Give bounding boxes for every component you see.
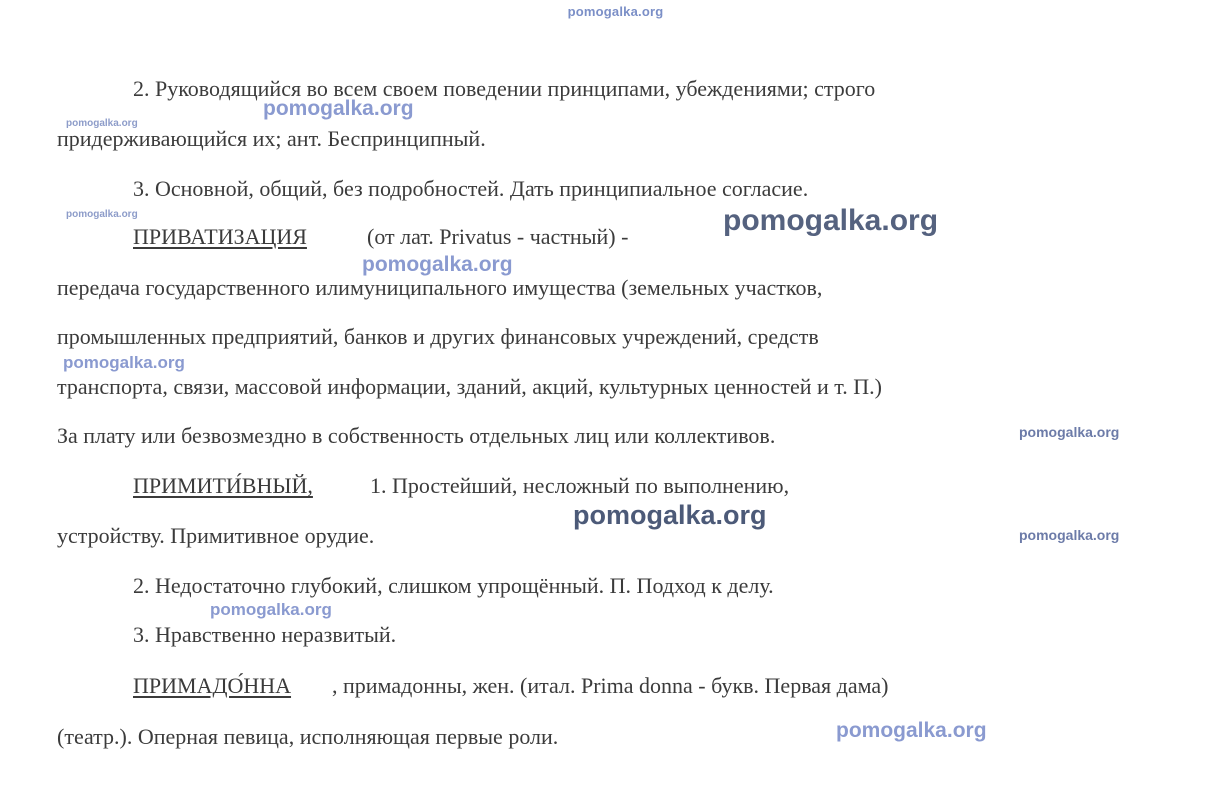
paragraph-line: 3. Нравственно неразвитый.: [133, 622, 397, 647]
paragraph-line: (театр.). Оперная певица, исполняющая первые роли.: [57, 724, 559, 749]
watermark: pomogalka.org: [66, 118, 138, 129]
paragraph-line: 2. Недостаточно глубокий, слишком упрощённый. П. Подход к делу.: [133, 573, 774, 598]
paragraph-line: 3. Основной, общий, без подробностей. Дать принципиальное согласие.: [133, 176, 809, 201]
watermark: pomogalka.org: [1019, 424, 1120, 440]
paragraph-line: транспорта, связи, массовой информации, зданий, акций, культурных ценностей и т. П.): [57, 374, 882, 399]
paragraph-line: 2. Руководящийся во всем своем поведении принципами, убеждениями; строго: [133, 76, 876, 101]
paragraph-line: передача государственного илимуниципального имущества (земельных участков,: [57, 275, 823, 300]
paragraph-line: придерживающийся их; ант. Беспринципный.: [57, 126, 486, 151]
watermark: pomogalka.org: [63, 353, 185, 372]
watermark: pomogalka.org: [573, 500, 767, 530]
paragraph-line: промышленных предприятий, банков и других финансовых учреждений, средств: [57, 324, 819, 349]
watermark: pomogalka.org: [263, 97, 414, 120]
paragraph-line: (от лат. Privatus - частный) -: [367, 224, 629, 249]
headword-primitivnyy: ПРИМИТИ́ВНЫЙ,: [133, 473, 313, 498]
watermark: pomogalka.org: [362, 253, 513, 276]
watermark: pomogalka.org: [723, 204, 939, 237]
paragraph-line: 1. Простейший, несложный по выполнению,: [370, 473, 790, 498]
watermark: pomogalka.org: [1019, 527, 1120, 543]
watermark: pomogalka.org: [210, 600, 332, 619]
watermark-top: pomogalka.org: [567, 4, 664, 19]
watermark: pomogalka.org: [66, 209, 138, 220]
paragraph-line: , примадонны, жен. (итал. Prima donna - букв. Первая дама): [332, 673, 889, 698]
watermark: pomogalka.org: [836, 719, 987, 742]
paragraph-line: За плату или безвозмездно в собственность отдельных лиц или коллективов.: [57, 423, 776, 448]
headword-privatizaciya: ПРИВАТИЗАЦИЯ: [133, 224, 307, 249]
headword-primadonna: ПРИМАДО́ННА: [133, 673, 292, 698]
paragraph-line: устройству. Примитивное орудие.: [57, 523, 375, 548]
